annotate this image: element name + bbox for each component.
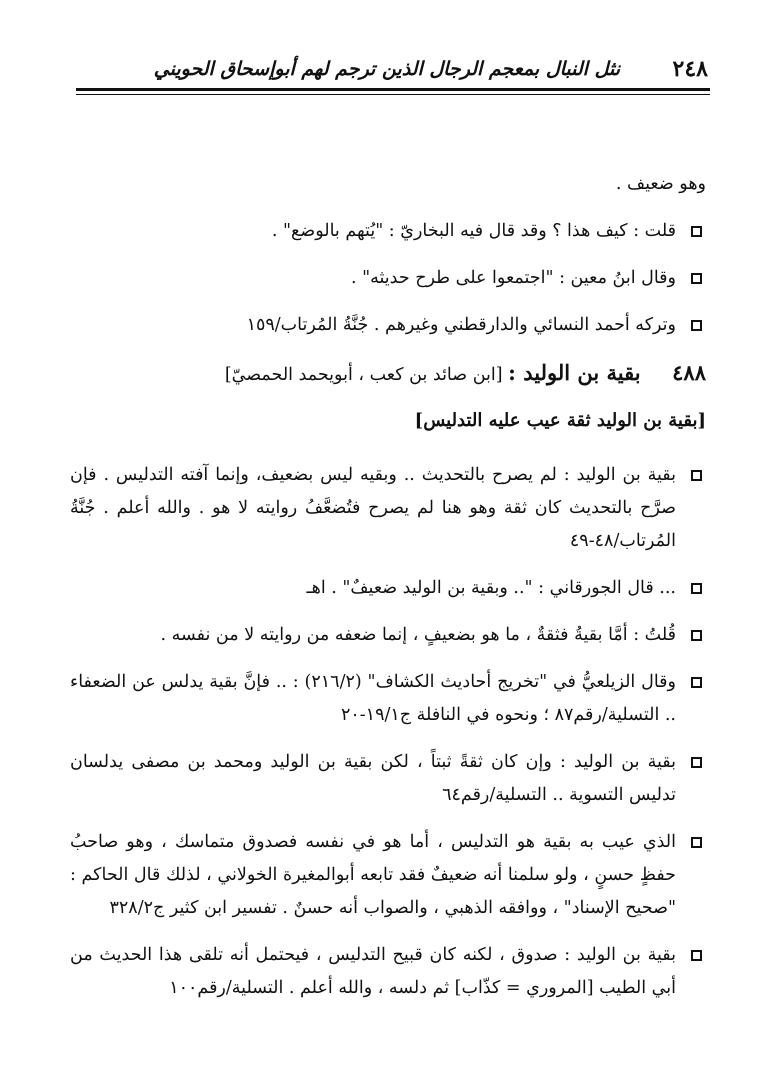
list-item-text: ... قال الجورقاني : ".. وبقية بن الوليد ضعيفٌ" . اهـ — [306, 578, 676, 598]
page-body — [70, 168, 706, 1019]
checkbox-bullet-icon — [691, 677, 702, 688]
checkbox-bullet-icon — [691, 470, 702, 481]
checkbox-bullet-icon — [691, 630, 702, 641]
entry-name: بقية بن الوليد : — [508, 360, 641, 385]
list-item — [70, 939, 706, 1005]
list-item-text: وقال ابنُ معين : "اجتمعوا على طرح حديثه" . — [350, 268, 676, 288]
checkbox-bullet-icon — [691, 273, 702, 284]
checkbox-bullet-icon — [691, 226, 702, 237]
checkbox-bullet-icon — [691, 950, 702, 961]
list-item-text: وقال الزيلعيُّ في "تخريج أحاديث الكشاف" (٢١٦/٢) : .. فإنَّ بقية يدلس عن الضعفاء .. التسلية/رقم٨٧ ؛ ونحوه في النافلة ج١٩/١-٢٠ — [70, 672, 676, 725]
list-item — [70, 459, 706, 558]
list-item — [70, 309, 706, 342]
header-rule-thin — [76, 94, 710, 95]
checkbox-bullet-icon — [691, 757, 702, 768]
list-item — [70, 746, 706, 812]
list-item-text: قلت : كيف هذا ؟ وقد قال فيه البخاريّ : "يُتهم بالوضع" . — [271, 221, 676, 241]
checkbox-bullet-icon — [691, 583, 702, 594]
list-item-text: الذي عيب به بقية هو التدليس ، أما هو في نفسه فصدوق متماسك ، وهو صاحبُ حفظٍ حسنٍ ، ولو سلمنا أنه ضعيفٌ فقد تابعه أبوالمغيرة الخولاني ، لذلك قال الحاكم : "صحيح الإسناد" ، ووافقه الذهبي ، والصواب أنه حسنٌ . تفسير ابن كثير ج٣٢٨/٢ — [70, 832, 676, 918]
list-item-text: وتركه أحمد النسائي والدارقطني وغيرهم . جُنَّةُ المُرتاب/١٥٩ — [246, 315, 676, 335]
page-header — [78, 52, 708, 86]
header-rule-thick — [76, 88, 710, 91]
list-item-text: بقية بن الوليد : لم يصرح بالتحديث .. وبقيه ليس بضعيف، وإنما آفته التدليس . فإن صرَّح بالتحديث كان ثقة وهو هنا لم يصرح فتُضعَّفُ روايته لا هو . والله أعلم . جُنَّةُ المُرتاب/٤٨-٤٩ — [70, 465, 676, 551]
list-item — [70, 666, 706, 732]
section-heading: [بقية بن الوليد ثقة عيب عليه التدليس] — [414, 410, 706, 431]
list-item-text: بقية بن الوليد : صدوق ، لكنه كان قبيح التدليس ، فيحتمل أنه تلقى هذا الحديث من أبي الطيب [المروري = كذّاب] ثم دلسه ، والله أعلم . التسلية/رقم١٠٠ — [70, 945, 676, 998]
running-title: نثل النبال بمعجم الرجال الذين ترجم لهم أبوإسحاق الحويني — [153, 58, 620, 80]
list-item — [70, 572, 706, 605]
list-item — [70, 262, 706, 295]
entry-number: ٤٨٨ — [672, 360, 706, 385]
list-item — [70, 215, 706, 248]
list-item-text: بقية بن الوليد : وإن كان ثقةً ثبتاً ، لكن بقية بن الوليد ومحمد بن مصفى يدلسان تدليس التسوية .. التسلية/رقم٦٤ — [70, 752, 676, 805]
checkbox-bullet-icon — [691, 837, 702, 848]
list-item-text: قُلتُ : أمَّا بقيةُ فثقةٌ ، ما هو بضعيفٍ ، إنما ضعفه من روايته لا من نفسه . — [160, 625, 676, 645]
checkbox-bullet-icon — [691, 320, 702, 331]
entry-description: [ابن صائد بن كعب ، أبويحمد الحمصيّ] — [224, 365, 503, 385]
entry-header — [70, 356, 706, 392]
intro-line: وهو ضعيف . — [615, 174, 706, 194]
page-number: ٢٤٨ — [672, 56, 708, 82]
list-item — [70, 619, 706, 652]
list-item — [70, 826, 706, 925]
